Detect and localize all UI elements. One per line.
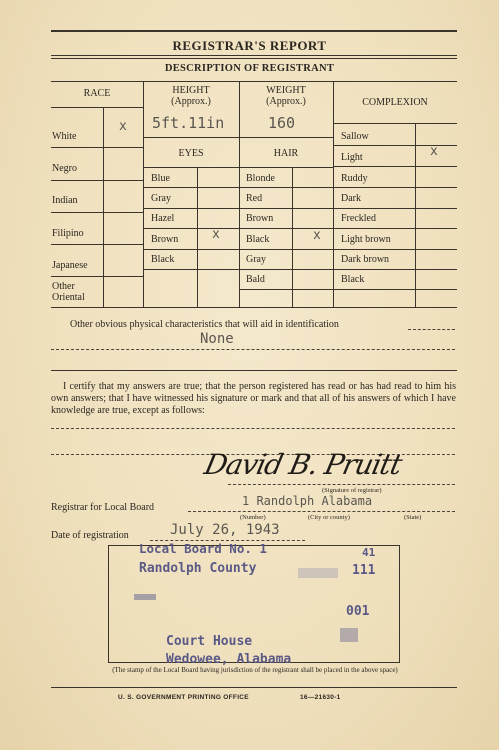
stamp-county: Randolph County [139,561,257,576]
date-of-registration-value: July 26, 1943 [170,522,280,538]
eyes-gray: Gray [151,193,171,204]
complexion-divider [415,123,416,307]
row-rule [143,208,333,209]
number-caption: (Number) [240,514,266,521]
cert-line-1 [51,428,455,429]
hair-divider [292,167,293,307]
complexion-dark: Dark [341,193,361,204]
hw-value-rule [143,137,333,138]
row-rule [143,249,333,250]
other-line-2 [51,349,455,350]
stamp-smudge [134,594,156,600]
form-number: 16—21630-1 [300,694,341,701]
bottom-rule [51,687,457,688]
row-rule [333,269,457,270]
complexion-header: COMPLEXION [362,97,428,108]
row-rule [333,228,457,229]
eyes-hair-header-rule [143,167,333,168]
race-header-rule [51,107,143,108]
eyes-check-mark: x [212,227,220,242]
signature-caption: (Signature of registrar) [322,487,382,494]
stamp-number-1: 41 [362,546,376,559]
row-rule [333,187,457,188]
row-rule [333,145,457,146]
stamp-local-board: Local Board No. 1 [139,541,267,556]
stamp-smudge [340,628,358,642]
top-rule [51,30,457,32]
stamp-court-house: Court House [166,634,253,649]
row-rule [333,249,457,250]
table-top-border [51,81,457,82]
complexion-sallow: Sallow [341,131,369,142]
stamp-smudge [298,568,338,578]
other-characteristics-label: Other obvious physical characteristics that will aid in identification [70,319,339,330]
race-row-rule [51,244,143,245]
hair-red: Red [246,193,263,204]
complexion-check-mark: x [430,144,438,159]
race-indian: Indian [52,195,78,206]
race-row-rule [51,147,143,148]
hair-brown: Brown [246,213,274,224]
race-header: RACE [83,88,111,99]
city-caption: (City or county) [308,514,350,521]
hair-header: HAIR [273,148,299,159]
complexion-black: Black [341,274,365,285]
height-col-right [239,81,240,307]
complexion-ruddy: Ruddy [341,173,368,184]
stamp-city: Wedowee, Alabama [166,652,292,667]
eyes-brown: Brown [151,234,179,245]
date-of-registration-label: Date of registration [51,530,129,541]
eyes-hazel: Hazel [151,213,175,224]
row-rule [143,269,333,270]
eyes-blue: Blue [151,173,170,184]
race-check-mark: x [119,119,127,134]
race-white: White [52,131,77,142]
stamp-number-2: 111 [352,563,376,578]
hair-blonde: Blonde [246,173,275,184]
stamp-number-3: 001 [346,604,370,619]
title-rule-2 [51,58,457,59]
report-subtitle: DESCRIPTION OF REGISTRANT [164,63,335,74]
state-caption: (State) [404,514,422,521]
race-col-right [143,81,144,307]
hair-black: Black [246,234,270,245]
other-characteristics-value: None [200,331,234,347]
stamp-caption: (The stamp of the Local Board having jurisdiction of the registrant shall be placed in the above space) [112,666,398,674]
hair-check-mark: x [313,228,321,243]
signature-line [228,484,455,485]
weight-header: WEIGHT (Approx.) [266,85,306,107]
race-row-rule [51,276,143,277]
row-rule [143,187,333,188]
race-row-rule [51,212,143,213]
title-rule [51,55,457,56]
complexion-dark-brown: Dark brown [341,254,390,265]
weight-value: 160 [268,114,296,132]
race-japanese: Japanese [52,260,88,271]
race-other-oriental: Other Oriental [52,281,85,303]
complexion-freckled: Freckled [341,213,376,224]
eyes-header: EYES [178,148,204,159]
report-title: REGISTRAR'S REPORT [172,38,327,53]
complexion-light-brown: Light brown [341,234,391,245]
eyes-black: Black [151,254,175,265]
row-rule [333,166,457,167]
race-negro: Negro [52,163,77,174]
registrar-signature: David B. Pruitt [201,448,405,481]
race-divider [103,107,104,307]
local-board-value: 1 Randolph Alabama [242,494,373,508]
height-value: 5ft.11in [152,114,225,132]
table-bottom-border [51,307,457,308]
complexion-header-rule [333,123,457,124]
race-filipino: Filipino [52,228,84,239]
row-rule [333,289,457,290]
local-board-label: Registrar for Local Board [51,502,155,513]
row-rule [143,228,333,229]
local-board-line [188,511,455,512]
height-header: HEIGHT (Approx.) [171,85,211,107]
row-rule [239,289,333,290]
certification-text: I certify that my answers are true; that the person registered has read or has had read to him his own answers; that I have witnessed his signature or mark and that all of his answers of which I have knowledge are true, except as follows: [51,381,456,416]
race-row-rule [51,180,143,181]
other-line-1 [408,329,455,330]
hair-bald: Bald [246,274,265,285]
hair-gray: Gray [246,254,266,265]
section-rule [51,370,457,371]
eyes-divider [197,167,198,307]
complexion-light: Light [341,152,363,163]
row-rule [333,208,457,209]
weight-col-right [333,81,334,307]
printing-office: U. S. GOVERNMENT PRINTING OFFICE [118,694,249,701]
